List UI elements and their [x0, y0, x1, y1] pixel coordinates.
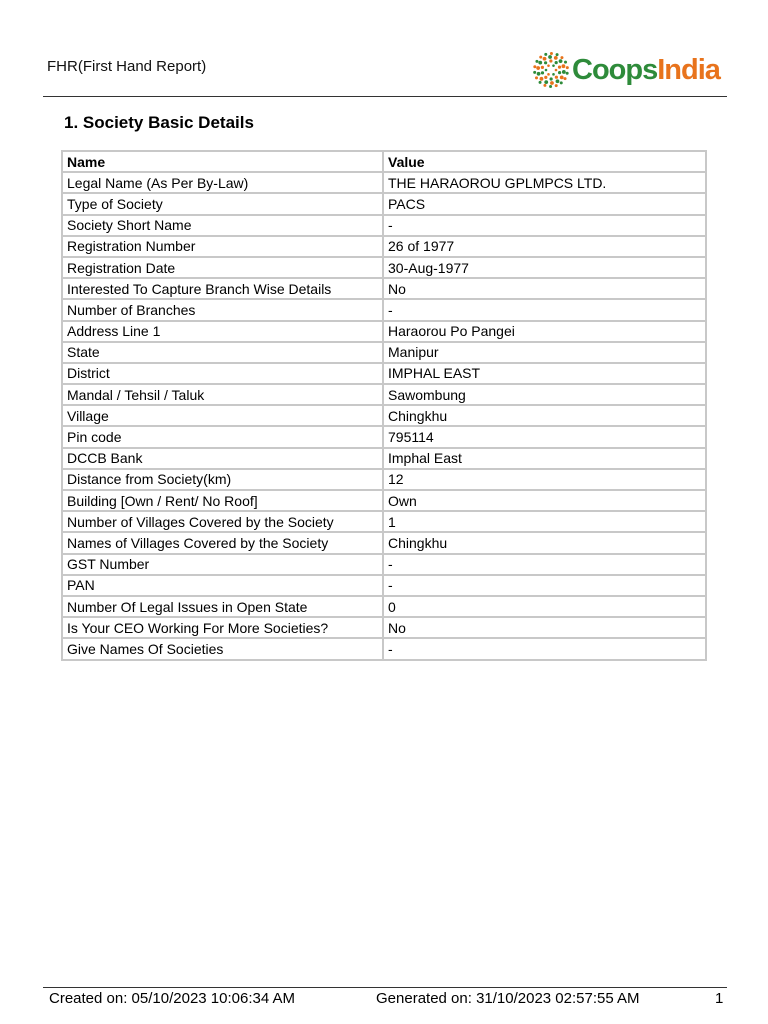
header-divider — [43, 96, 727, 97]
table-row — [63, 491, 705, 510]
cell-value: - — [384, 639, 705, 658]
cell-value: Haraorou Po Pangei — [384, 322, 705, 341]
report-title: FHR(First Hand Report) — [47, 58, 207, 75]
created-on-text: Created on: 05/10/2023 10:06:34 AM — [49, 990, 296, 1007]
cell-value: No — [384, 279, 705, 298]
cell-value: Own — [384, 491, 705, 510]
table-row — [63, 555, 705, 574]
cell-value: Manipur — [384, 343, 705, 362]
cell-name: Names of Villages Covered by the Society — [63, 533, 382, 552]
logo-text-india: India — [657, 53, 720, 86]
page-number: 1 — [715, 990, 724, 1007]
cell-value: - — [384, 216, 705, 235]
table-row — [63, 173, 705, 192]
table-row — [63, 597, 705, 616]
dotted-sunburst-icon — [533, 52, 569, 88]
cell-value: 12 — [384, 470, 705, 489]
cell-name: Number Of Legal Issues in Open State — [63, 597, 382, 616]
cell-value: No — [384, 618, 705, 637]
cell-name: Number of Villages Covered by the Society — [63, 512, 382, 531]
cell-value: Chingkhu — [384, 406, 705, 425]
cell-name: Society Short Name — [63, 216, 382, 235]
column-header-value: Value — [384, 152, 705, 171]
cell-value: PACS — [384, 194, 705, 213]
generated-on-text: Generated on: 31/10/2023 02:57:55 AM — [376, 990, 640, 1007]
cell-value: Sawombung — [384, 385, 705, 404]
cell-value: IMPHAL EAST — [384, 364, 705, 383]
cell-name: State — [63, 343, 382, 362]
cell-value: 30-Aug-1977 — [384, 258, 705, 277]
cell-value: - — [384, 576, 705, 595]
table-row — [63, 576, 705, 595]
cell-name: Registration Number — [63, 237, 382, 256]
cell-name: Registration Date — [63, 258, 382, 277]
cell-value: 0 — [384, 597, 705, 616]
table-row — [63, 322, 705, 341]
cell-value: - — [384, 300, 705, 319]
table-header-row — [63, 152, 705, 171]
cell-name: Distance from Society(km) — [63, 470, 382, 489]
cell-name: Pin code — [63, 427, 382, 446]
cell-value: Imphal East — [384, 449, 705, 468]
cell-value: 795114 — [384, 427, 705, 446]
table-row — [63, 279, 705, 298]
society-details-table — [61, 150, 707, 661]
table-row — [63, 194, 705, 213]
table-row — [63, 533, 705, 552]
table-row — [63, 639, 705, 658]
cell-name: Address Line 1 — [63, 322, 382, 341]
table-row — [63, 343, 705, 362]
column-header-name: Name — [63, 152, 382, 171]
table-row — [63, 258, 705, 277]
cell-name: Is Your CEO Working For More Societies? — [63, 618, 382, 637]
table-row — [63, 449, 705, 468]
cell-name: Interested To Capture Branch Wise Details — [63, 279, 382, 298]
footer-divider — [43, 987, 727, 988]
cell-name: Mandal / Tehsil / Taluk — [63, 385, 382, 404]
cell-value: 26 of 1977 — [384, 237, 705, 256]
table-row — [63, 364, 705, 383]
cell-name: GST Number — [63, 555, 382, 574]
cell-value: THE HARAOROU GPLMPCS LTD. — [384, 173, 705, 192]
cell-value: Chingkhu — [384, 533, 705, 552]
cell-value: - — [384, 555, 705, 574]
table-row — [63, 470, 705, 489]
cell-name: PAN — [63, 576, 382, 595]
table-row — [63, 512, 705, 531]
cell-name: Give Names Of Societies — [63, 639, 382, 658]
cell-name: Number of Branches — [63, 300, 382, 319]
table-row — [63, 385, 705, 404]
cell-name: Building [Own / Rent/ No Roof] — [63, 491, 382, 510]
coopsindia-logo — [533, 50, 720, 90]
cell-name: DCCB Bank — [63, 449, 382, 468]
logo-text-coops: Coops — [572, 53, 658, 86]
table-row — [63, 237, 705, 256]
cell-value: 1 — [384, 512, 705, 531]
cell-name: Legal Name (As Per By-Law) — [63, 173, 382, 192]
section-title: 1. Society Basic Details — [64, 113, 254, 132]
table-row — [63, 427, 705, 446]
cell-name: District — [63, 364, 382, 383]
cell-name: Type of Society — [63, 194, 382, 213]
cell-name: Village — [63, 406, 382, 425]
table-row — [63, 300, 705, 319]
table-row — [63, 618, 705, 637]
table-row — [63, 406, 705, 425]
table-row — [63, 216, 705, 235]
